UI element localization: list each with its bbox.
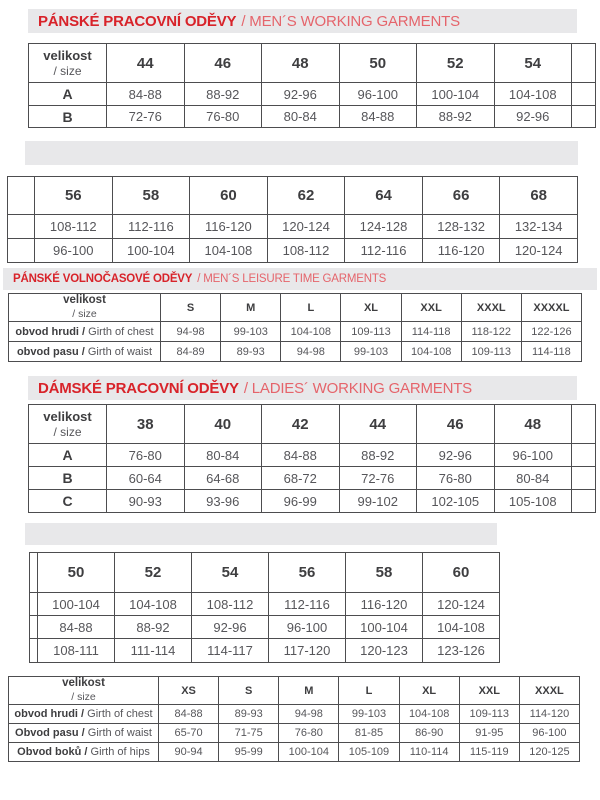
- table-row: [9, 743, 580, 762]
- value-cell: 132-134: [500, 215, 578, 239]
- table-ladies-working-38-48: [28, 404, 596, 512]
- value-cell: 93-96: [184, 490, 262, 513]
- value-cell: 84-88: [159, 705, 219, 724]
- stub-cell: [30, 593, 38, 616]
- value-cell: 76-80: [279, 724, 339, 743]
- size-label-czech: velikost: [62, 677, 105, 690]
- value-cell: 84-88: [339, 106, 417, 128]
- row-label-english: Girth of chest: [88, 325, 154, 338]
- value-cell: 80-84: [262, 106, 340, 128]
- value-cell: 60-64: [107, 467, 185, 490]
- table-men-leisure: [8, 293, 582, 361]
- table-header-row: [30, 553, 500, 593]
- stub-cell: [8, 239, 35, 263]
- value-cell: 92-96: [417, 444, 495, 467]
- stub-cell: [572, 405, 596, 444]
- stub-cell: [572, 490, 596, 513]
- stub-cell: [8, 177, 35, 215]
- value-cell: 105-109: [339, 743, 399, 762]
- value-cell: 71-75: [219, 724, 279, 743]
- stub-cell: [572, 44, 596, 83]
- stub-cell: [572, 444, 596, 467]
- size-header-cell: 60: [190, 177, 268, 215]
- size-header-cell: 44: [107, 44, 185, 83]
- value-cell: 108-111: [38, 639, 115, 663]
- value-cell: 117-120: [269, 639, 346, 663]
- value-cell: 96-100: [269, 616, 346, 639]
- value-cell: 94-98: [281, 342, 341, 362]
- value-cell: 116-120: [346, 593, 423, 616]
- size-header-cell: 50: [339, 44, 417, 83]
- value-cell: 76-80: [107, 444, 185, 467]
- table-row: [9, 342, 582, 362]
- section-title-english: / LADIES´ WORKING GARMENTS: [243, 379, 472, 397]
- size-header-cell: 56: [35, 177, 113, 215]
- row-label-cell: B: [29, 106, 107, 128]
- value-cell: 124-128: [345, 215, 423, 239]
- value-cell: 91-95: [459, 724, 519, 743]
- table-row: [9, 705, 580, 724]
- size-label-english: / size: [53, 63, 82, 78]
- value-cell: 94-98: [161, 322, 221, 342]
- row-label-cell: [9, 724, 159, 743]
- size-header-cell: XXXL: [461, 294, 521, 322]
- value-cell: 118-122: [461, 322, 521, 342]
- value-cell: 89-93: [219, 705, 279, 724]
- stub-cell: [30, 553, 38, 593]
- value-cell: 109-113: [341, 322, 401, 342]
- size-header-cell: XS: [159, 677, 219, 705]
- size-header-cell: XXXL: [519, 677, 579, 705]
- size-header-cell: 58: [346, 553, 423, 593]
- size-label-czech: velikost: [63, 294, 106, 307]
- value-cell: 104-108: [115, 593, 192, 616]
- size-header-cell: 58: [112, 177, 190, 215]
- value-cell: 95-99: [219, 743, 279, 762]
- value-cell: 104-108: [399, 705, 459, 724]
- value-cell: 104-108: [190, 239, 268, 263]
- value-cell: 72-76: [107, 106, 185, 128]
- value-cell: 120-125: [519, 743, 579, 762]
- table-row: [30, 616, 500, 639]
- row-label-english: Girth of hips: [90, 746, 150, 758]
- section-title-english: / MEN´S WORKING GARMENTS: [241, 12, 460, 30]
- size-header-cell: 48: [262, 44, 340, 83]
- value-cell: 108-112: [35, 215, 113, 239]
- value-cell: 96-100: [339, 83, 417, 106]
- size-header-cell: 56: [269, 553, 346, 593]
- value-cell: 88-92: [115, 616, 192, 639]
- row-label-english: Girth of waist: [87, 345, 153, 358]
- value-cell: 99-103: [341, 342, 401, 362]
- size-header-cell: XXL: [401, 294, 461, 322]
- value-cell: 122-126: [521, 322, 581, 342]
- size-header-cell: 64: [345, 177, 423, 215]
- value-cell: 100-104: [346, 616, 423, 639]
- value-cell: 120-124: [423, 593, 500, 616]
- row-label-cell: [9, 705, 159, 724]
- value-cell: 90-93: [107, 490, 185, 513]
- stub-cell: [30, 616, 38, 639]
- table-row: [29, 106, 596, 128]
- value-cell: 81-85: [339, 724, 399, 743]
- row-label-cell: A: [29, 83, 107, 106]
- value-cell: 64-68: [184, 467, 262, 490]
- row-label-cell: C: [29, 490, 107, 513]
- value-cell: 100-104: [38, 593, 115, 616]
- size-label-english: / size: [53, 424, 82, 439]
- value-cell: 100-104: [112, 239, 190, 263]
- value-cell: 123-126: [423, 639, 500, 663]
- value-cell: 99-102: [339, 490, 417, 513]
- size-header-cell: 46: [417, 405, 495, 444]
- size-header-cell: L: [339, 677, 399, 705]
- size-header-cell: S: [161, 294, 221, 322]
- value-cell: 112-116: [112, 215, 190, 239]
- row-label-english: Girth of waist: [87, 727, 152, 739]
- value-cell: 104-108: [494, 83, 572, 106]
- value-cell: 110-114: [399, 743, 459, 762]
- value-cell: 90-94: [159, 743, 219, 762]
- stub-cell: [8, 215, 35, 239]
- row-label-cell: [9, 322, 161, 342]
- section-header-men-working: [28, 9, 577, 33]
- row-label-czech: Obvod boků /: [17, 746, 88, 758]
- value-cell: 99-103: [339, 705, 399, 724]
- value-cell: 96-100: [494, 444, 572, 467]
- size-header-cell: 38: [107, 405, 185, 444]
- size-header-cell: 54: [192, 553, 269, 593]
- table-row: [30, 593, 500, 616]
- value-cell: 96-100: [35, 239, 113, 263]
- table-row: [29, 490, 596, 513]
- value-cell: 114-118: [401, 322, 461, 342]
- value-cell: 76-80: [417, 467, 495, 490]
- value-cell: 88-92: [184, 83, 262, 106]
- value-cell: 92-96: [192, 616, 269, 639]
- value-cell: 96-99: [262, 490, 340, 513]
- size-header-cell: 60: [423, 553, 500, 593]
- value-cell: 120-124: [500, 239, 578, 263]
- value-cell: 108-112: [192, 593, 269, 616]
- size-label-czech: velikost: [43, 409, 92, 424]
- size-header-cell: XXXXL: [521, 294, 581, 322]
- table-row: [29, 83, 596, 106]
- value-cell: 88-92: [417, 106, 495, 128]
- table-header-row: [9, 677, 580, 705]
- table-row: [9, 724, 580, 743]
- size-label-english: / size: [72, 308, 97, 321]
- value-cell: 92-96: [262, 83, 340, 106]
- value-cell: 72-76: [339, 467, 417, 490]
- section-title-english: / MEN´S LEISURE TIME GARMENTS: [197, 273, 387, 285]
- value-cell: 111-114: [115, 639, 192, 663]
- row-label-cell: [9, 342, 161, 362]
- section-header-men-leisure: [3, 268, 597, 290]
- value-cell: 116-120: [190, 215, 268, 239]
- section-header-ladies-working: [28, 376, 577, 400]
- size-header-cell: 54: [494, 44, 572, 83]
- size-label-cell: [9, 294, 161, 322]
- table-men-working-56-68: [7, 176, 578, 262]
- value-cell: 84-89: [161, 342, 221, 362]
- value-cell: 105-108: [494, 490, 572, 513]
- value-cell: 114-117: [192, 639, 269, 663]
- value-cell: 84-88: [38, 616, 115, 639]
- value-cell: 68-72: [262, 467, 340, 490]
- row-label-czech: obvod hrudi /: [14, 708, 85, 720]
- value-cell: 120-124: [267, 215, 345, 239]
- value-cell: 84-88: [107, 83, 185, 106]
- table-ladies-working-50-60: [29, 552, 500, 662]
- value-cell: 120-123: [346, 639, 423, 663]
- value-cell: 80-84: [494, 467, 572, 490]
- table-row: [9, 322, 582, 342]
- value-cell: 80-84: [184, 444, 262, 467]
- size-header-cell: L: [281, 294, 341, 322]
- section-title-czech: PÁNSKÉ VOLNOČASOVÉ ODĚVY: [13, 273, 193, 285]
- size-header-cell: M: [279, 677, 339, 705]
- table-header-row: [8, 177, 578, 215]
- stub-cell: [572, 83, 596, 106]
- size-label-czech: velikost: [43, 48, 92, 63]
- table-header-row: [29, 44, 596, 83]
- value-cell: 84-88: [262, 444, 340, 467]
- value-cell: 104-108: [281, 322, 341, 342]
- value-cell: 100-104: [417, 83, 495, 106]
- table-row: [8, 239, 578, 263]
- value-cell: 92-96: [494, 106, 572, 128]
- value-cell: 89-93: [221, 342, 281, 362]
- size-header-cell: 68: [500, 177, 578, 215]
- value-cell: 86-90: [399, 724, 459, 743]
- value-cell: 99-103: [221, 322, 281, 342]
- size-header-cell: M: [221, 294, 281, 322]
- stub-cell: [572, 106, 596, 128]
- section-bar-empty: [25, 523, 497, 545]
- value-cell: 112-116: [269, 593, 346, 616]
- size-header-cell: 44: [339, 405, 417, 444]
- table-row: [29, 444, 596, 467]
- size-label-english: / size: [71, 691, 96, 704]
- table-ladies-letter-sizes: [8, 676, 580, 761]
- row-label-english: Girth of chest: [87, 708, 153, 720]
- value-cell: 102-105: [417, 490, 495, 513]
- table-men-working-44-54: [28, 43, 596, 127]
- size-header-cell: 66: [422, 177, 500, 215]
- value-cell: 114-118: [521, 342, 581, 362]
- stub-cell: [30, 639, 38, 663]
- value-cell: 65-70: [159, 724, 219, 743]
- stub-cell: [572, 467, 596, 490]
- size-header-cell: 50: [38, 553, 115, 593]
- value-cell: 94-98: [279, 705, 339, 724]
- size-header-cell: XL: [399, 677, 459, 705]
- size-header-cell: 46: [184, 44, 262, 83]
- value-cell: 100-104: [279, 743, 339, 762]
- size-header-cell: 40: [184, 405, 262, 444]
- value-cell: 115-119: [459, 743, 519, 762]
- size-label-cell: [29, 405, 107, 444]
- row-label-cell: [9, 743, 159, 762]
- section-bar-empty: [25, 141, 578, 165]
- size-header-cell: XXL: [459, 677, 519, 705]
- value-cell: 112-116: [345, 239, 423, 263]
- size-header-cell: S: [219, 677, 279, 705]
- value-cell: 104-108: [423, 616, 500, 639]
- size-header-cell: 62: [267, 177, 345, 215]
- row-label-cell: A: [29, 444, 107, 467]
- section-title-czech: PÁNSKÉ PRACOVNÍ ODĚVY: [38, 12, 237, 30]
- value-cell: 96-100: [519, 724, 579, 743]
- size-label-cell: [29, 44, 107, 83]
- size-header-cell: 42: [262, 405, 340, 444]
- row-label-cell: B: [29, 467, 107, 490]
- value-cell: 104-108: [401, 342, 461, 362]
- size-header-cell: 52: [115, 553, 192, 593]
- value-cell: 76-80: [184, 106, 262, 128]
- table-row: [8, 215, 578, 239]
- size-header-cell: XL: [341, 294, 401, 322]
- value-cell: 116-120: [422, 239, 500, 263]
- table-row: [30, 639, 500, 663]
- table-header-row: [29, 405, 596, 444]
- size-header-cell: 48: [494, 405, 572, 444]
- value-cell: 88-92: [339, 444, 417, 467]
- size-label-cell: [9, 677, 159, 705]
- table-header-row: [9, 294, 582, 322]
- value-cell: 109-113: [461, 342, 521, 362]
- value-cell: 108-112: [267, 239, 345, 263]
- size-header-cell: 52: [417, 44, 495, 83]
- value-cell: 114-120: [519, 705, 579, 724]
- row-label-czech: Obvod pasu /: [15, 727, 85, 739]
- row-label-czech: obvod pasu /: [16, 345, 85, 358]
- table-row: [29, 467, 596, 490]
- value-cell: 128-132: [422, 215, 500, 239]
- section-title-czech: DÁMSKÉ PRACOVNÍ ODĚVY: [38, 379, 239, 397]
- value-cell: 109-113: [459, 705, 519, 724]
- row-label-czech: obvod hrudi /: [15, 325, 86, 338]
